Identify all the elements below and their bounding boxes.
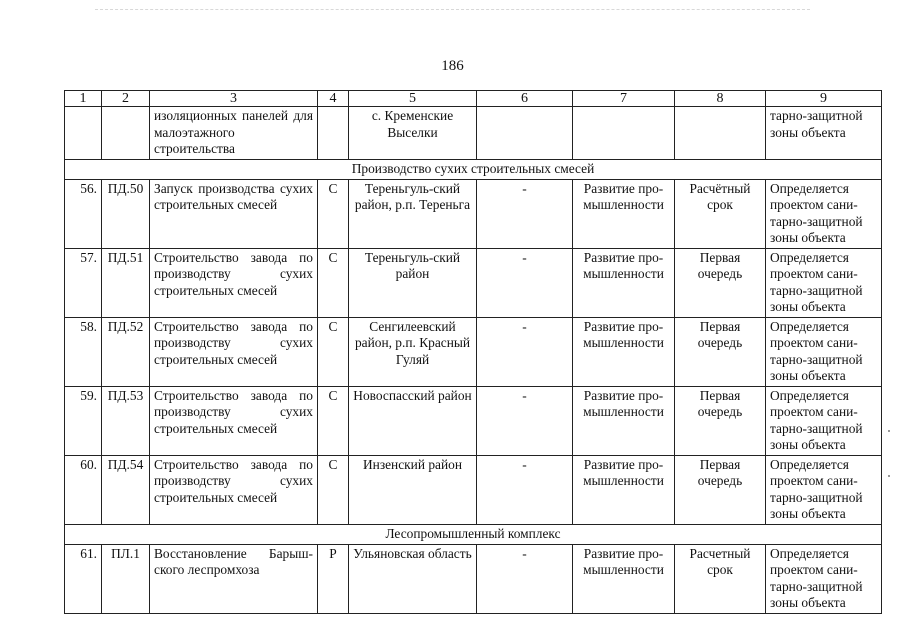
- section-title: Производство сухих строительных смесей: [65, 159, 882, 179]
- cell-c6: [477, 107, 573, 160]
- section-row: [65, 524, 882, 544]
- col-header: 1: [65, 91, 102, 107]
- cell-number: 58.: [65, 317, 102, 386]
- cell-number: [65, 107, 102, 160]
- cell-term: Расчетный срок: [675, 544, 766, 613]
- table-row: [65, 248, 882, 317]
- cell-c6: -: [477, 179, 573, 248]
- cell-type: С: [318, 455, 349, 524]
- col-header: 9: [766, 91, 882, 107]
- cell-goal: Развитие про-мышленности: [573, 179, 675, 248]
- scan-speck: [888, 475, 890, 477]
- cell-goal: Развитие про-мышленности: [573, 248, 675, 317]
- cell-type: [318, 107, 349, 160]
- cell-type: С: [318, 179, 349, 248]
- cell-place: Новоспасский район: [349, 386, 477, 455]
- cell-c6: -: [477, 544, 573, 613]
- section-title: Лесопромышленный комплекс: [65, 524, 882, 544]
- page-number: 186: [441, 58, 464, 74]
- cell-term: Первая очередь: [675, 248, 766, 317]
- cell-place: Инзенский район: [349, 455, 477, 524]
- cell-name: Запуск производства сухих строительных смесей: [150, 179, 318, 248]
- cell-code: ПД.52: [102, 317, 150, 386]
- cell-goal: Развитие про-мышленности: [573, 455, 675, 524]
- cell-term: Первая очередь: [675, 317, 766, 386]
- project-table: [64, 90, 882, 614]
- cell-number: 56.: [65, 179, 102, 248]
- cell-code: ПЛ.1: [102, 544, 150, 613]
- col-header: 8: [675, 91, 766, 107]
- scan-speck: [888, 430, 890, 432]
- col-header: 3: [150, 91, 318, 107]
- cell-name: Строительство завода по производству сухих строительных смесей: [150, 386, 318, 455]
- cell-note: тарно-защитной зоны объекта: [766, 107, 882, 160]
- cell-term: Первая очередь: [675, 455, 766, 524]
- col-header: 2: [102, 91, 150, 107]
- cell-goal: Развитие про-мышленности: [573, 544, 675, 613]
- cell-code: ПД.53: [102, 386, 150, 455]
- cell-note: Определяется проектом сани-тарно-защитной зоны объекта: [766, 317, 882, 386]
- cell-type: С: [318, 317, 349, 386]
- cell-code: ПД.54: [102, 455, 150, 524]
- header-row: [65, 91, 882, 107]
- cell-type: Р: [318, 544, 349, 613]
- cell-number: 60.: [65, 455, 102, 524]
- cell-note: Определяется проектом сани-тарно-защитной зоны объекта: [766, 455, 882, 524]
- cell-c6: -: [477, 455, 573, 524]
- cell-note: Определяется проектом сани-тарно-защитной зоны объекта: [766, 248, 882, 317]
- cell-c6: -: [477, 386, 573, 455]
- cell-place: Тереньгуль-ский район: [349, 248, 477, 317]
- cell-type: С: [318, 386, 349, 455]
- cell-name: Строительство завода по производству сухих строительных смесей: [150, 248, 318, 317]
- cell-number: 61.: [65, 544, 102, 613]
- cell-place: Ульяновская область: [349, 544, 477, 613]
- table-row: [65, 544, 882, 613]
- cell-note: Определяется проектом сани-тарно-защитной зоны объекта: [766, 179, 882, 248]
- table-row: [65, 179, 882, 248]
- cell-term: Первая очередь: [675, 386, 766, 455]
- cell-place: Сенгилеевский район, р.п. Красный Гуляй: [349, 317, 477, 386]
- cell-place: с. Кременские Выселки: [349, 107, 477, 160]
- col-header: 6: [477, 91, 573, 107]
- cell-term: Расчётный срок: [675, 179, 766, 248]
- cell-c6: -: [477, 317, 573, 386]
- cell-note: Определяется проектом сани-тарно-защитной зоны объекта: [766, 386, 882, 455]
- cell-note: Определяется проектом сани-тарно-защитной зоны объекта: [766, 544, 882, 613]
- cell-name: Восстановление Барыш-ского леспромхоза: [150, 544, 318, 613]
- col-header: 4: [318, 91, 349, 107]
- section-row: [65, 159, 882, 179]
- cell-name: Строительство завода по производству сухих строительных смесей: [150, 317, 318, 386]
- cell-number: 57.: [65, 248, 102, 317]
- cell-goal: Развитие про-мышленности: [573, 386, 675, 455]
- cell-c6: -: [477, 248, 573, 317]
- col-header: 7: [573, 91, 675, 107]
- cell-term: [675, 107, 766, 160]
- cell-name: изоляционных панелей для малоэтажного строительства: [150, 107, 318, 160]
- cell-type: С: [318, 248, 349, 317]
- continuation-row: [65, 107, 882, 160]
- cell-goal: Развитие про-мышленности: [573, 317, 675, 386]
- col-header: 5: [349, 91, 477, 107]
- table-row: [65, 455, 882, 524]
- cell-name: Строительство завода по производству сухих строительных смесей: [150, 455, 318, 524]
- table-row: [65, 386, 882, 455]
- cell-code: [102, 107, 150, 160]
- cell-code: ПД.51: [102, 248, 150, 317]
- cell-number: 59.: [65, 386, 102, 455]
- table-row: [65, 317, 882, 386]
- scan-artifact-line: [95, 9, 810, 10]
- cell-goal: [573, 107, 675, 160]
- cell-code: ПД.50: [102, 179, 150, 248]
- cell-place: Тереньгуль-ский район, р.п. Тереньга: [349, 179, 477, 248]
